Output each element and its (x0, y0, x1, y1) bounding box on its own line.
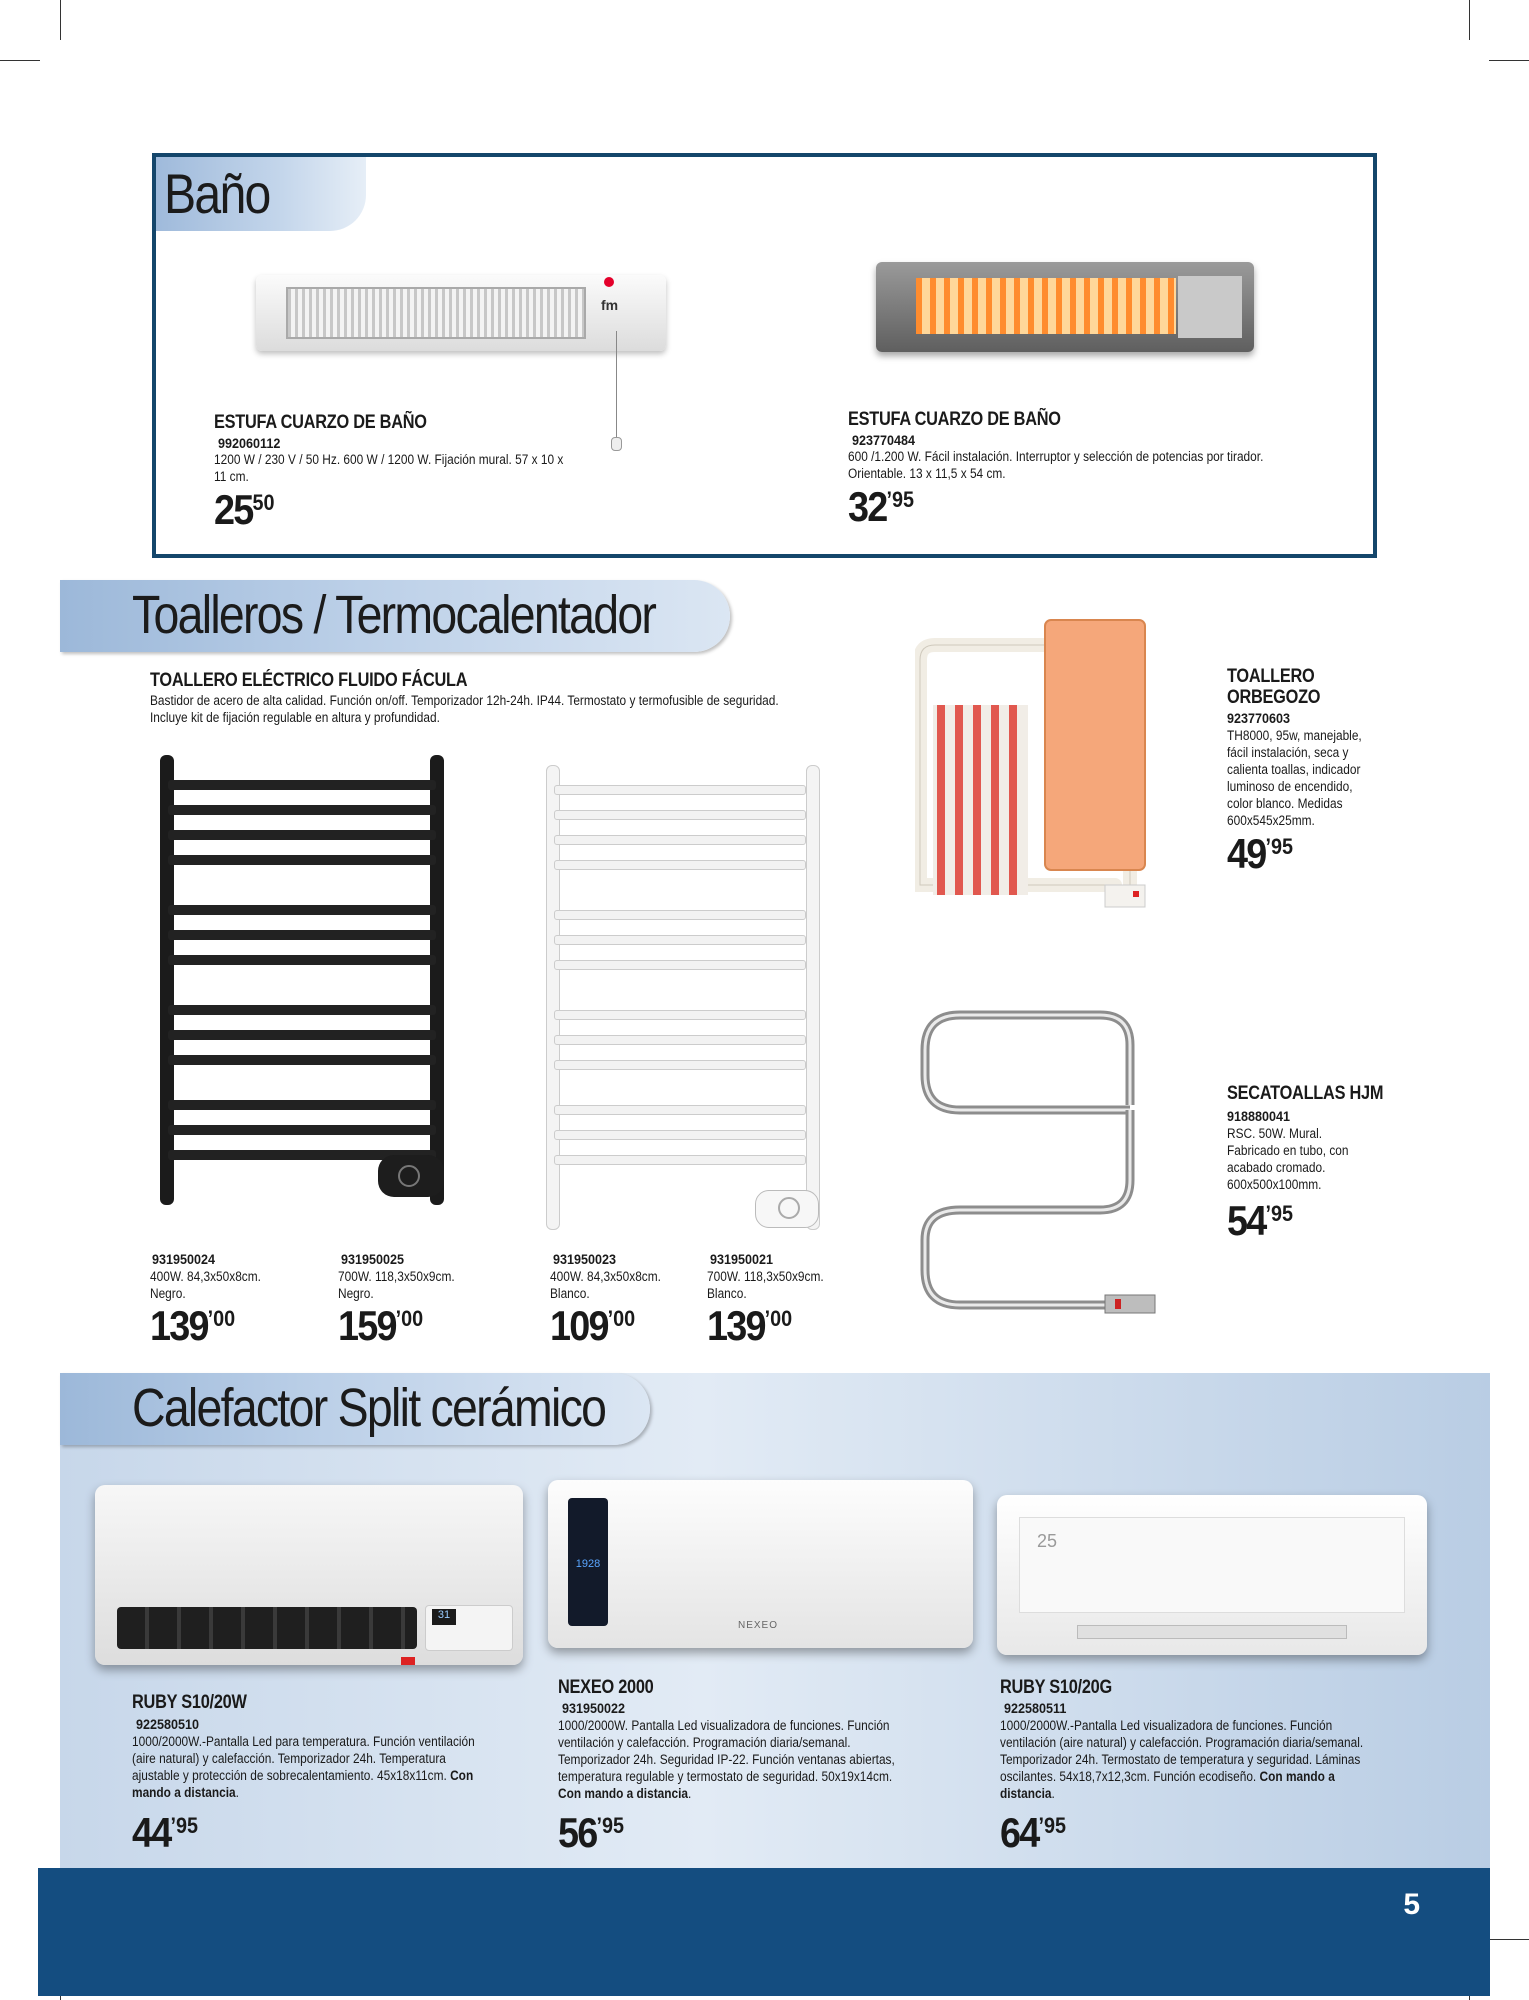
split-section-title: Calefactor Split cerámico (132, 1378, 606, 1438)
nexeo-display: 1928 (575, 1558, 601, 1570)
towel-rail-black-image (158, 755, 446, 1205)
towel-side-2-price: $54^{’95}$ (1227, 1197, 1293, 1244)
split-section-header (60, 1373, 650, 1445)
towel-variant-2-desc: 700W. 118,3x50x9cm. Negro. (338, 1269, 455, 1301)
bath-product-1-name: ESTUFA CUARZO DE BAÑO (214, 412, 427, 433)
towel-main-name: TOALLERO ELÉCTRICO FLUIDO FÁCULA (150, 670, 468, 691)
towel-section-title: Toalleros / Termocalentador (132, 585, 656, 645)
crop-mark (1489, 60, 1529, 61)
towel-variant-2-code: 931950025 (341, 1251, 405, 1267)
bath-section-title: Baño (164, 162, 270, 225)
towel-main-desc: Bastidor de acero de alta calidad. Función on/off. Temporizador 12h-24h. IP44. Termostato y termofusible de seguridad. Incluye kit de fijación regulable en altura y profundidad. (150, 693, 779, 725)
towel-variant-1-price: $139^{’00}$ (150, 1302, 236, 1349)
split-heater-ruby-g-image (997, 1495, 1427, 1655)
bath-section (152, 153, 1377, 558)
towel-variant-3-code: 931950023 (553, 1251, 617, 1267)
towel-variant-4-code: 931950021 (710, 1251, 774, 1267)
crop-mark (1469, 0, 1470, 40)
towel-side-1-price: $49^{’95}$ (1227, 830, 1293, 877)
towel-side-1-name: TOALLERO ORBEGOZO (1227, 666, 1321, 708)
bath-product-2-price: $32^{’95}$ (848, 483, 914, 530)
towel-variant-1-code: 931950024 (152, 1251, 216, 1267)
crop-mark (60, 0, 61, 40)
split-product-3-code: 922580511 (1004, 1700, 1067, 1716)
towel-side-1-code: 923770603 (1227, 710, 1291, 726)
ruby-w-display: 31 (432, 1609, 456, 1625)
split-heater-ruby-w-image (95, 1485, 523, 1665)
split-product-1-price: $44^{’95}$ (132, 1809, 198, 1856)
towel-dryer-orbegozo-image (915, 615, 1205, 915)
crop-mark (1489, 1939, 1529, 1940)
split-product-2-code: 931950022 (562, 1700, 626, 1716)
bath-product-1-desc: 1200 W / 230 V / 50 Hz. 600 W / 1200 W. Fijación mural. 57 x 10 x 11 cm. (214, 452, 564, 484)
split-product-2-name: NEXEO 2000 (558, 1677, 654, 1698)
split-product-2-price: $56^{’95}$ (558, 1809, 624, 1856)
towel-variant-4-desc: 700W. 118,3x50x9cm. Blanco. (707, 1269, 824, 1301)
towel-side-2-code: 918880041 (1227, 1108, 1291, 1124)
towel-variant-3-price: $109^{’00}$ (550, 1302, 636, 1349)
split-product-1-code: 922580510 (136, 1716, 200, 1732)
towel-side-1-desc: TH8000, 95w, manejable, fácil instalación, seca y calienta toallas, indicador luminoso de encendido, color blanco. Medidas 600x545x25mm. (1227, 728, 1362, 828)
split-heater-nexeo-image (548, 1480, 973, 1648)
towel-section-header (60, 580, 730, 652)
page-footer (38, 1868, 1490, 1996)
quartz-heater-white-image (256, 275, 666, 351)
towel-variant-2-price: $159^{’00}$ (338, 1302, 424, 1349)
brand-logo: fm (601, 297, 619, 313)
bath-product-1-code: 992060112 (218, 435, 281, 451)
towel-variant-3-desc: 400W. 84,3x50x8cm. Blanco. (550, 1269, 661, 1301)
bath-product-2-code: 923770484 (852, 432, 916, 448)
towel-dryer-chrome-image (910, 1005, 1170, 1325)
crop-mark (0, 60, 40, 61)
towel-side-2-name: SECATOALLAS HJM (1227, 1083, 1384, 1104)
towel-variant-4-price: $139^{’00}$ (707, 1302, 793, 1349)
split-product-1-name: RUBY S10/20W (132, 1692, 247, 1713)
towel-side-2-desc: RSC. 50W. Mural. Fabricado en tubo, con acabado cromado. 600x500x100mm. (1227, 1126, 1349, 1192)
ruby-g-display: 25 (1037, 1531, 1058, 1551)
bath-product-1-price: $25^{50}$ (214, 486, 275, 533)
split-product-3-desc: 1000/2000W.-Pantalla Led visualizadora de funciones. Función ventilación (aire natural) y calefacción. Programación diaria/semanal. Temporizador 24h. Termostato de temperatura y seguridad. Láminas oscilantes. 54x18,7x12,3cm. Función ecodiseño. Con mando a distancia. (1000, 1718, 1364, 1801)
split-product-3-name: RUBY S10/20G (1000, 1677, 1112, 1698)
bath-product-2-name: ESTUFA CUARZO DE BAÑO (848, 409, 1061, 430)
bath-section-header (156, 157, 366, 231)
towel-rail-white-image (540, 765, 820, 1230)
nexeo-brand-label: NEXEO (738, 1620, 779, 1631)
split-product-1-desc: 1000/2000W.-Pantalla Led para temperatura. Función ventilación (aire natural) y calefacción. Temporizador 24h. Temperatura ajustable y protección de sobrecalentamiento. 45x18x11cm. Con mando a distancia. (132, 1734, 475, 1800)
split-product-2-desc: 1000/2000W. Pantalla Led visualizadora de funciones. Función ventilación y calefacción. Programación diaria/semanal. Temporizador 24h. Seguridad IP-22. Función ventanas abiertas, temperatura regulable y termostato de seguridad. 50x19x14cm. Con mando a distancia. (558, 1718, 895, 1801)
page-number: 5 (1403, 1888, 1420, 1921)
split-product-3-price: $64^{’95}$ (1000, 1809, 1066, 1856)
bath-product-2-desc: 600 /1.200 W. Fácil instalación. Interruptor y selección de potencias por tirador. Orientable. 13 x 11,5 x 54 cm. (848, 449, 1264, 481)
quartz-heater-grey-image (876, 262, 1254, 352)
towel-variant-1-desc: 400W. 84,3x50x8cm. Negro. (150, 1269, 261, 1301)
